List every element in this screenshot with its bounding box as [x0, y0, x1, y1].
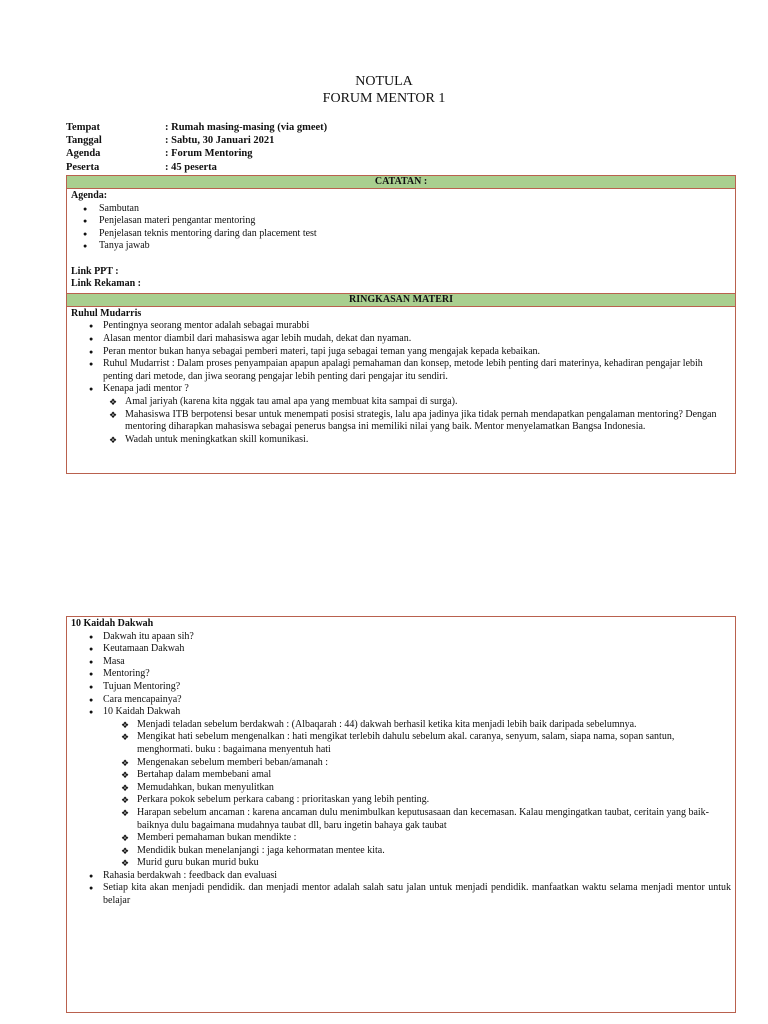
meta-value: : Rumah masing-masing (via gmeet): [165, 122, 328, 133]
list-item: ● Kenapa jadi mentor ?: [71, 383, 731, 396]
list-item: ● Penjelasan teknis mentoring daring dan placement test: [71, 228, 731, 241]
meta-key: Tanggal: [66, 135, 102, 147]
list-item: ● Mentoring?: [71, 668, 731, 681]
list-item: ❖ Mahasiswa ITB berpotensi besar untuk menempati posisi strategis, lalu apa jadinya jika tidak pernah mendapatkan pengalaman mentoring? Dengan mentoring diharapkan mahasiswa sebagai penerus bangsa ini memiliki nilai yang baik. Mentor menyelamatkan Bangsa Indonesia.: [71, 409, 731, 434]
document-subtitle: FORUM MENTOR 1: [322, 91, 446, 106]
list-item: ❖ Amal jariyah (karena kita nggak tau amal apa yang membuat kita sampai di surga).: [71, 396, 731, 409]
link-ppt-label: Link PPT :: [71, 265, 119, 277]
agenda-label: Agenda:: [71, 190, 108, 201]
list-item: ❖ Memberi pemahaman bukan mendikte :: [71, 832, 731, 845]
list-item: ● Cara mencapainya?: [71, 694, 731, 707]
list-item: ● Tujuan Mentoring?: [71, 681, 731, 694]
kaidah-box: [66, 616, 736, 1013]
list-item: ● Penjelasan materi pengantar mentoring: [71, 215, 731, 228]
kaidah-subtitle: 10 Kaidah Dakwah: [71, 618, 154, 629]
list-item: ● 10 Kaidah Dakwah: [71, 706, 731, 719]
list-item: ❖ Menjadi teladan sebelum berdakwah : (Albaqarah : 44) dakwah berhasil ketika kita menjadi lebih baik daripada sebelumnya.: [71, 719, 731, 732]
kaidah-points: [71, 631, 731, 719]
list-item: ● Masa: [71, 656, 731, 669]
list-item: ❖ Memudahkan, bukan menyulitkan: [71, 782, 731, 795]
meta-key: Tempat: [66, 122, 101, 133]
list-item: ● Rahasia berdakwah : feedback dan evaluasi: [71, 870, 731, 883]
kaidah-rules: [71, 719, 731, 870]
ringkasan-points: [71, 320, 731, 396]
list-item: ❖ Mengenakan sebelum memberi beban/amanah :: [71, 757, 731, 770]
list-item: ❖ Bertahap dalam membebani amal: [71, 769, 731, 782]
kaidah-closing: [71, 870, 731, 908]
meta-row-peserta: [66, 161, 327, 174]
catatan-heading: CATATAN :: [67, 176, 735, 189]
meta-value: : Forum Mentoring: [165, 148, 253, 160]
list-item: ● Ruhul Mudarrist : Dalam proses penyampaian apapun apalagi pemahaman dan konsep, metode lebih penting dari materinya, kehadiran pengajar lebih penting dari metode, dan jiwa seorang pengajar lebih penting dari pengajar itu sendiri.: [71, 358, 731, 383]
meta-value: : 45 peserta: [165, 161, 217, 173]
mentor-reasons: [71, 396, 731, 446]
meeting-info: [66, 121, 327, 174]
list-item: ❖ Wadah untuk meningkatkan skill komunikasi.: [71, 434, 731, 447]
list-item: ❖ Harapan sebelum ancaman : karena ancaman dulu menimbulkan keputusasaan dan kecemasan. Kalau mengingatkan taubat, ceritain yang baik-baiknya dulu bagaimana mudahnya taubat dll, baru ingetin bahaya gak taubat: [71, 807, 731, 832]
list-item: ❖ Mendidik bukan menelanjangi : jaga kehormatan mentee kita.: [71, 845, 731, 858]
ringkasan-section: [67, 307, 735, 449]
ringkasan-subtitle: Ruhul Mudarris: [71, 307, 142, 319]
meta-row-agenda: [66, 147, 327, 160]
list-item: ● Tanya jawab: [71, 240, 731, 253]
list-item: ● Dakwah itu apaan sih?: [71, 631, 731, 644]
list-item: ● Alasan mentor diambil dari mahasiswa agar lebih mudah, dekat dan nyaman.: [71, 333, 731, 346]
kaidah-section: [67, 617, 735, 910]
meta-row-tempat: [66, 121, 327, 134]
list-item: ● Sambutan: [71, 203, 731, 216]
ringkasan-heading: RINGKASAN MATERI: [67, 293, 735, 307]
meta-row-tanggal: [66, 134, 327, 147]
document-title: NOTULA: [355, 74, 413, 89]
notes-box: [66, 175, 736, 474]
list-item: ● Peran mentor bukan hanya sebagai pemberi materi, tapi juga sebagai teman yang mengajak kepada kebaikan.: [71, 346, 731, 359]
agenda-list: [71, 203, 731, 253]
meta-key: Agenda: [66, 148, 101, 160]
meta-key: Peserta: [66, 161, 100, 173]
link-rekaman-label: Link Rekaman :: [71, 278, 142, 290]
meta-value: : Sabtu, 30 Januari 2021: [165, 135, 275, 147]
list-item: ● Keutamaan Dakwah: [71, 643, 731, 656]
list-item: ● Pentingnya seorang mentor adalah sebagai murabbi: [71, 320, 731, 333]
list-item: ❖ Mengikat hati sebelum mengenalkan : hati mengikat terlebih dahulu sebelum akal. caranya, senyum, salam, siapa nama, sopan santun, menghormati. buku : bagaimana menyentuh hati: [71, 731, 731, 756]
list-item: ❖ Perkara pokok sebelum perkara cabang : prioritaskan yang lebih penting.: [71, 794, 731, 807]
list-item: ❖ Murid guru bukan murid buku: [71, 857, 731, 870]
list-item: ● Setiap kita akan menjadi pendidik. dan menjadi mentor adalah salah satu jalan untuk menjadi pendidik. manfaatkan waktu selama menjadi mentor untuk belajar: [71, 882, 731, 907]
catatan-section: [67, 189, 735, 293]
